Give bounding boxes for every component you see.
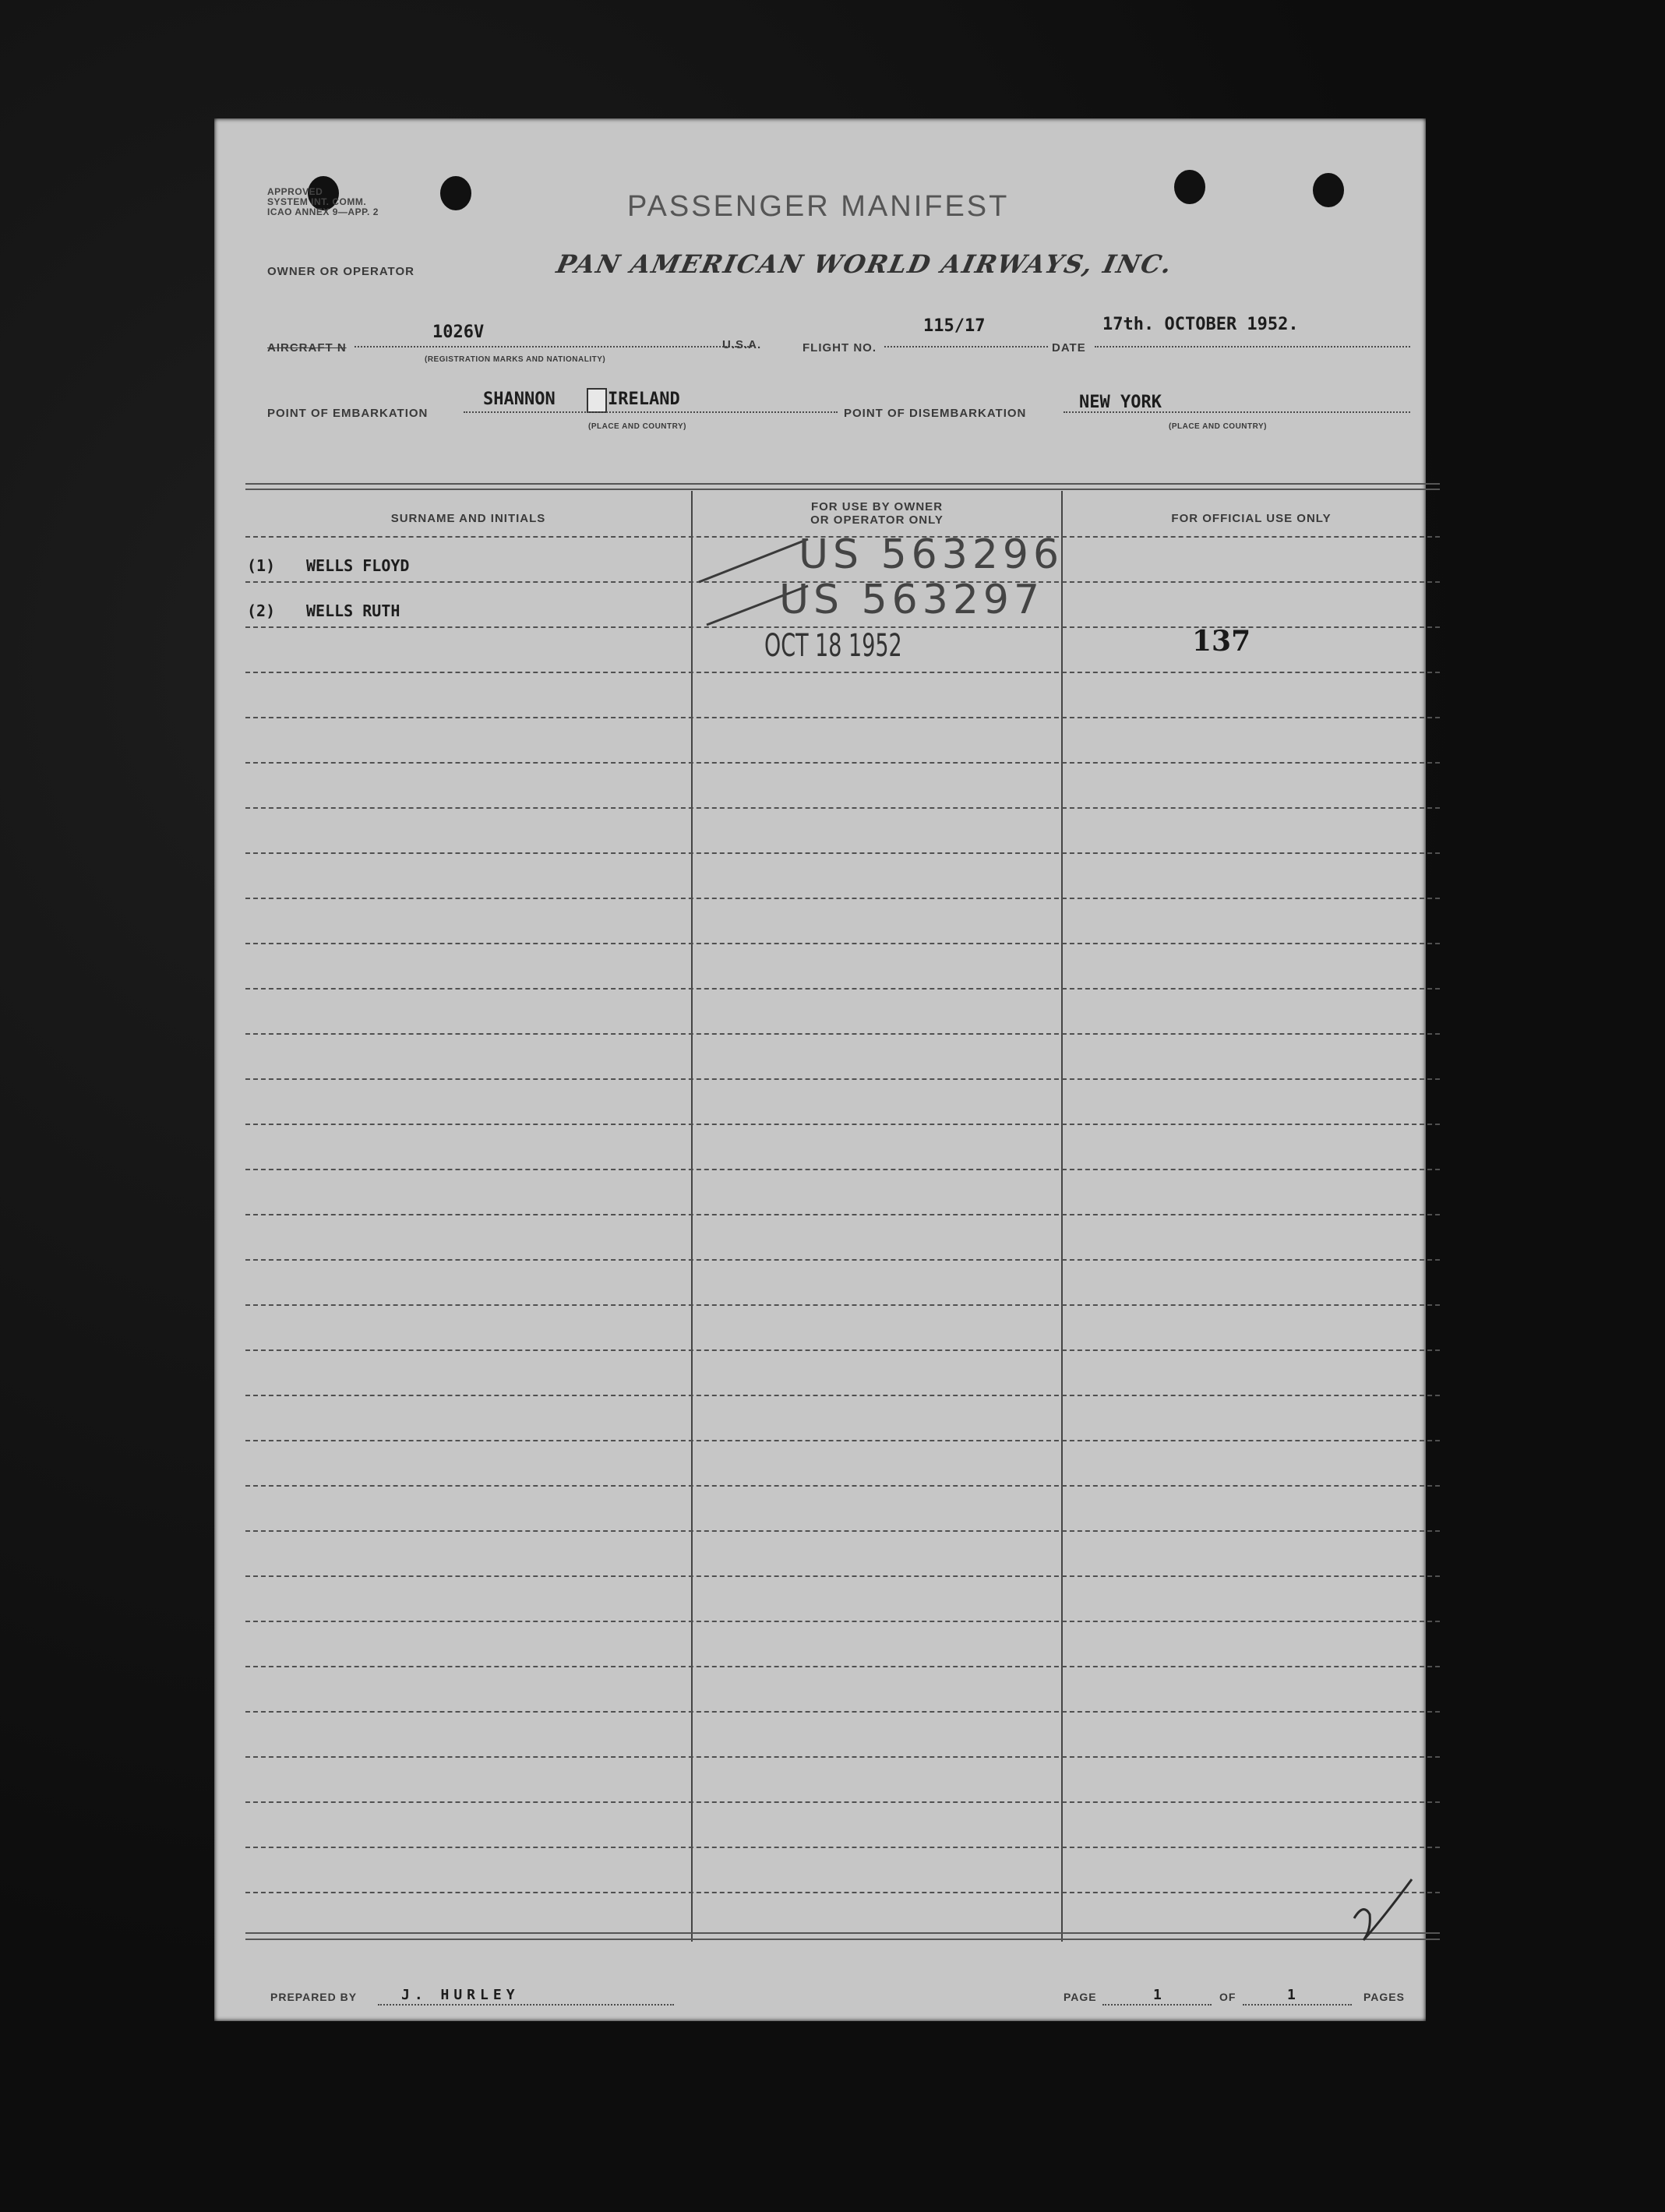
disembarkation-place-sublabel: (PLACE AND COUNTRY) (1169, 422, 1267, 431)
of-label: OF (1219, 1991, 1236, 2003)
row-line (245, 762, 1440, 764)
owner-label: OWNER OR OPERATOR (267, 265, 414, 278)
flight-number: 115/17 (923, 316, 986, 336)
column-header-owner-use-2: OR OPERATOR ONLY (810, 513, 944, 527)
official-number: 137 (1192, 625, 1251, 658)
row-line (245, 1666, 1440, 1667)
page-underline (1102, 2004, 1212, 2006)
embarkation-place-sublabel: (PLACE AND COUNTRY) (588, 422, 686, 431)
row-line (245, 1033, 1440, 1035)
row-line (245, 717, 1440, 718)
row-line (245, 672, 1440, 673)
row-line (245, 1756, 1440, 1758)
passenger-2-number: (2) (247, 602, 276, 620)
aircraft-registration: 1026V (432, 323, 485, 342)
column-header-owner-use-1: FOR USE BY OWNER (810, 500, 944, 513)
registration-sublabel: (REGISTRATION MARKS AND NATIONALITY) (425, 355, 606, 364)
row-line (245, 1078, 1440, 1080)
passenger-2-name: WELLS RUTH (306, 602, 400, 620)
correction-box (587, 388, 607, 413)
arrival-date-stamp: OCT 18 1952 (764, 628, 902, 664)
column-divider-2 (1061, 491, 1063, 1942)
embarkation-label: POINT OF EMBARKATION (267, 407, 429, 420)
row-line (245, 1711, 1440, 1713)
document-title: PASSENGER MANIFEST (627, 190, 1010, 223)
row-line (245, 1892, 1440, 1893)
operator-name: PAN AMERICAN WORLD AIRWAYS, INC. (553, 249, 1176, 279)
row-line (245, 1304, 1440, 1306)
date-label: DATE (1052, 341, 1086, 355)
flight-label: FLIGHT NO. (803, 341, 877, 355)
passenger-1-name: WELLS FLOYD (306, 556, 410, 575)
row-line (245, 1395, 1440, 1396)
nationality-label: U.S.A. (722, 338, 762, 351)
page-total: 1 (1287, 1987, 1296, 2003)
column-divider-1 (691, 491, 693, 1942)
disembarkation-label: POINT OF DISEMBARKATION (844, 407, 1027, 420)
disembarkation-underline (1064, 411, 1410, 413)
prepared-by-value: J. HURLEY (401, 1987, 520, 2003)
aircraft-label: AIRCRAFT N (267, 341, 347, 355)
row-line (245, 943, 1440, 944)
date-underline (1095, 346, 1410, 347)
row-line (245, 1440, 1440, 1441)
punch-hole (440, 176, 471, 210)
row-line (245, 1259, 1440, 1261)
flight-underline (884, 346, 1048, 347)
table-bottom-rule (245, 1932, 1440, 1934)
punch-hole (1313, 173, 1344, 207)
row-line (245, 1801, 1440, 1803)
embarkation-city: SHANNON (483, 390, 556, 409)
row-line (245, 898, 1440, 899)
date-value: 17th. OCTOBER 1952. (1102, 315, 1299, 334)
embarkation-underline (464, 411, 838, 413)
row-line (245, 1621, 1440, 1622)
page-total-underline (1243, 2004, 1352, 2006)
row-line (245, 1214, 1440, 1215)
row-line (245, 852, 1440, 854)
table-top-rule-2 (245, 489, 1440, 490)
approval-note-line-2: SYSTEM INT. COMM. (267, 196, 367, 207)
pages-label: PAGES (1363, 1991, 1405, 2003)
approval-note-line-3: ICAO ANNEX 9—APP. 2 (267, 206, 379, 217)
page-label: PAGE (1064, 1991, 1097, 2003)
punch-hole (1174, 170, 1205, 204)
aircraft-underline (355, 346, 752, 347)
page-number: 1 (1153, 1987, 1162, 2003)
row-line (245, 988, 1440, 990)
column-header-official: FOR OFFICIAL USE ONLY (1171, 512, 1332, 525)
passenger-1-number: (1) (247, 556, 276, 575)
prepared-by-label: PREPARED BY (270, 1991, 358, 2003)
row-line (245, 1847, 1440, 1848)
embarkation-country: IRELAND (608, 390, 680, 409)
check-mark-icon (1348, 1872, 1418, 1949)
row-line (245, 1124, 1440, 1125)
column-header-surname: SURNAME AND INITIALS (390, 512, 546, 525)
row-line (245, 1485, 1440, 1487)
row-line (245, 1169, 1440, 1170)
approval-note-line-1: APPROVED (267, 186, 323, 197)
disembarkation-place: NEW YORK (1079, 393, 1162, 412)
passenger-2-code: US 563297 (779, 577, 1045, 623)
row-line (245, 1575, 1440, 1577)
table-top-rule (245, 483, 1440, 485)
row-line (245, 1530, 1440, 1532)
manifest-sheet (214, 118, 1426, 2021)
table-bottom-rule-2 (245, 1939, 1440, 1940)
passenger-1-code: US 563296 (799, 531, 1064, 578)
prepared-by-underline (378, 2004, 674, 2006)
row-line (245, 1349, 1440, 1351)
row-line (245, 807, 1440, 809)
